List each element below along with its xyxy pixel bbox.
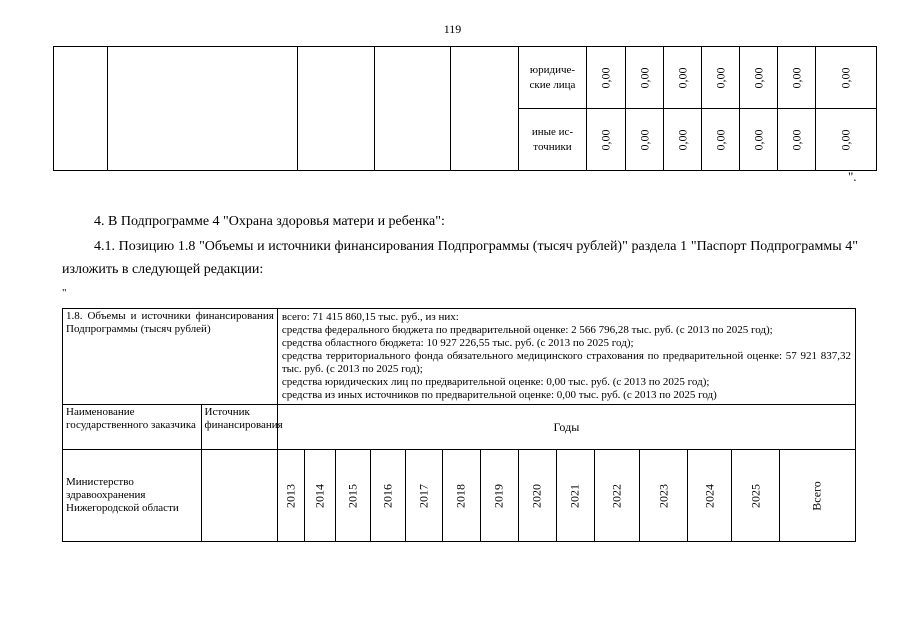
continuation-table: [53, 46, 877, 171]
year-cell: [336, 450, 371, 542]
opening-quote: ": [62, 287, 67, 299]
source-cell: [519, 47, 587, 109]
source-empty-cell: [201, 450, 277, 542]
value-cell: [816, 109, 877, 171]
year-cell: [371, 450, 406, 542]
year-label: 2016: [380, 483, 395, 508]
year-cell: [443, 450, 480, 542]
value-cell: [778, 47, 816, 109]
year-label: 2020: [529, 483, 544, 508]
value-cell: [778, 109, 816, 171]
table-row: [54, 47, 877, 109]
year-cell: [594, 450, 639, 542]
value-text: 0,00: [838, 67, 853, 88]
source-cell: [519, 109, 587, 171]
value-text: 0,00: [713, 67, 727, 88]
closing-quote: ".: [848, 169, 857, 184]
paragraph-section-4: 4. В Подпрограмме 4 "Охрана здоровья матери и ребенка":: [94, 214, 445, 229]
description-line: средства областного бюджета: 10 927 226,55 тыс. руб. (с 2013 по 2025 год);: [281, 337, 634, 349]
value-text: 0,00: [838, 129, 853, 150]
financing-description: [277, 309, 855, 405]
value-text: 0,00: [713, 129, 727, 150]
year-label: 2019: [491, 483, 506, 508]
value-text: 0,00: [675, 67, 689, 88]
value-text: 0,00: [751, 129, 765, 150]
value-text: 0,00: [675, 129, 689, 150]
value-cell: [626, 109, 664, 171]
value-text: 0,00: [598, 67, 613, 88]
year-cell: [277, 450, 304, 542]
total-label: Всего: [809, 480, 824, 511]
paragraph-item-4-1: 4.1. Позицию 1.8 "Объемы и источники финансирования Подпрограммы (тысяч рублей)" раздела 1 "Паспорт Подпрограммы 4" изложить в следующей редакции:: [62, 239, 858, 277]
header-years: Годы: [277, 405, 855, 450]
value-text: 0,00: [751, 67, 765, 88]
description-line: средства из иных источников по предварительной оценке: 0,00 тыс. руб. (с 2013 по 2025 год): [281, 389, 717, 401]
value-cell: [740, 47, 778, 109]
description-line: средства федерального бюджета по предварительной оценке: 2 566 796,28 тыс. руб. (с 2013 по 2025 год);: [281, 324, 773, 336]
value-cell: [587, 109, 626, 171]
description-line: всего: 71 415 860,15 тыс. руб., из них:: [281, 311, 459, 323]
header-source: Источник финансирования: [201, 405, 277, 450]
table-row: [63, 450, 856, 542]
value-cell: [626, 47, 664, 109]
value-text: 0,00: [637, 129, 651, 150]
description-line: средства юридических лиц по предварительной оценке: 0,00 тыс. руб. (с 2013 по 2025 год);: [281, 376, 710, 388]
year-label: 2013: [283, 483, 298, 508]
value-text: 0,00: [789, 129, 803, 150]
customer-name: Министерство здравоохранения Нижегородской области: [63, 450, 202, 542]
value-cell: [587, 47, 626, 109]
year-label: 2021: [567, 483, 582, 508]
source-label: иные ис- точники: [531, 125, 574, 153]
value-cell: [664, 109, 702, 171]
year-cell: [518, 450, 556, 542]
empty-cell: [375, 47, 451, 171]
year-cell: [732, 450, 779, 542]
value-cell: [702, 109, 740, 171]
year-cell: [556, 450, 594, 542]
table-header-row: [63, 405, 856, 450]
page-number: 119: [443, 22, 462, 36]
year-label: 2014: [312, 483, 327, 508]
year-label: 2018: [453, 483, 468, 508]
year-label: 2017: [416, 483, 431, 508]
empty-cell: [451, 47, 519, 171]
value-cell: [740, 109, 778, 171]
year-cell: [304, 450, 335, 542]
position-label: 1.8. Объемы и источники финансирования Подпрограммы (тысяч рублей): [63, 309, 278, 405]
value-text: 0,00: [637, 67, 651, 88]
year-cell: [406, 450, 443, 542]
value-cell: [816, 47, 877, 109]
empty-cell: [108, 47, 298, 171]
header-customer: Наименование государственного заказчика: [63, 405, 202, 450]
year-label: 2024: [702, 483, 717, 508]
value-text: 0,00: [789, 67, 803, 88]
value-cell: [702, 47, 740, 109]
value-cell: [664, 47, 702, 109]
source-label: юридиче- ские лица: [529, 63, 576, 91]
empty-cell: [298, 47, 375, 171]
year-cell: [688, 450, 732, 542]
year-label: 2022: [609, 483, 624, 508]
table-row: [63, 309, 856, 405]
year-label: 2015: [345, 483, 360, 508]
empty-cell: [54, 47, 108, 171]
year-cell: [480, 450, 518, 542]
description-line: средства территориального фонда обязательного медицинского страхования по предварительной оценке: 57 921 837,32 тыс. руб. (с 2013 по 2025 год);: [281, 350, 851, 375]
year-label: 2023: [656, 483, 671, 508]
year-label: 2025: [748, 483, 762, 508]
financing-table: [62, 308, 856, 542]
year-cell: [640, 450, 688, 542]
total-cell: [779, 450, 855, 542]
value-text: 0,00: [598, 129, 613, 150]
